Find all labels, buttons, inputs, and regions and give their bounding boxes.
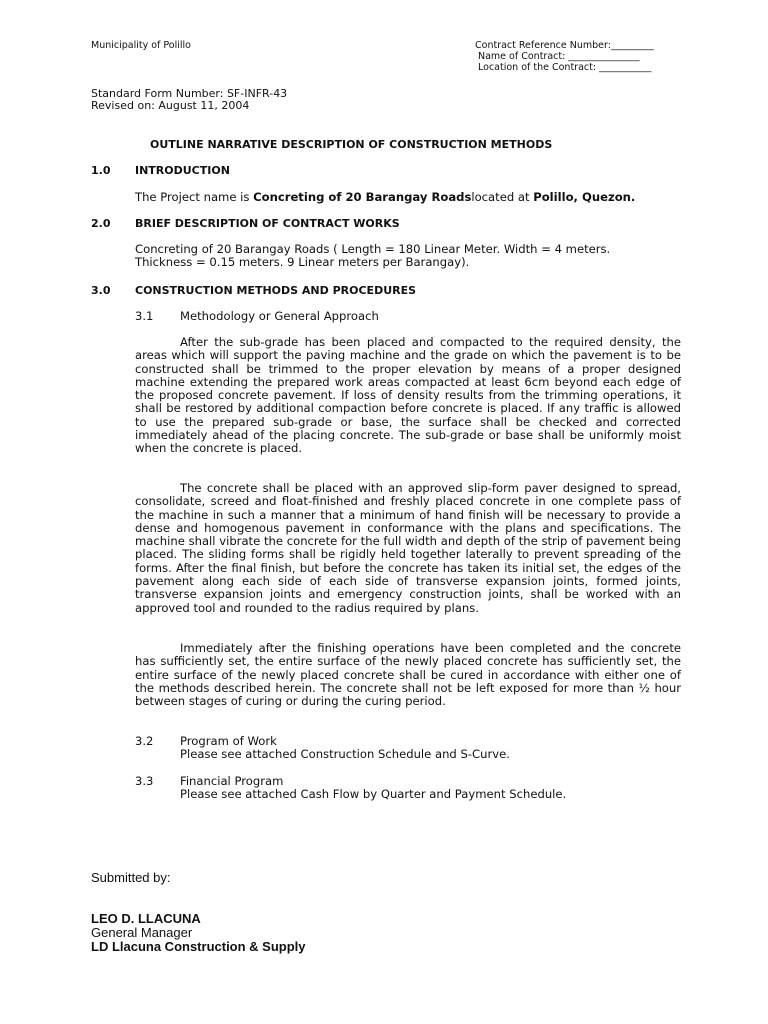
form-number: Standard Form Number: SF-INFR-43 (91, 87, 288, 100)
subsection-title-program-of-work: Program of Work (180, 734, 277, 748)
municipality-label: Municipality of Polillo (91, 40, 191, 51)
submitted-by-label: Submitted by: (91, 870, 171, 885)
signatory-position: General Manager (91, 925, 193, 940)
methodology-paragraph-1 (135, 336, 681, 456)
intro-text-a: The Project name is (135, 190, 254, 204)
project-location: Polillo, Quezon. (533, 190, 636, 204)
section-heading-introduction: INTRODUCTION (135, 164, 230, 177)
project-name: Concreting of 20 Barangay Roads (253, 190, 472, 204)
subsection-number-3-3: 3.3 (135, 774, 154, 788)
brief-description-line-2: Thickness = 0.15 meters. 9 Linear meters per Barangay). (135, 255, 470, 269)
revised-date: Revised on: August 11, 2004 (91, 99, 250, 112)
section-number-2: 2.0 (91, 217, 111, 230)
paragraph-2-text: The concrete shall be placed with an approved slip-form paver designed to spread, consolidate, screed and float-finished and freshly placed concrete in one complete pass of the machine in such a manner that a minimum of hand finish will be necessary to provide a dense and homogenous pavement in conformance with the plans and specifications. The machine shall vibrate the concrete for the full width and depth of the strip of pavement being placed. The sliding forms shall be rigidly held together laterally to prevent spreading of the forms. After the final finish, but before the concrete has taken its initial set, the edges of the pavement along each side of each side of transverse expansion joints, formed joints, transverse expansion joints and emergency construction joints, shall be worked with an approved tool and rounded to the radius required by plans. (135, 481, 681, 615)
financial-program-note: Please see attached Cash Flow by Quarter and Payment Schedule. (180, 787, 567, 801)
paragraph-3-text: Immediately after the finishing operations have been completed and the concrete has sufficiently set, the entire surface of the newly placed concrete has sufficiently set, the entire surface of the newly placed concrete shall be cured in accordance with either one of the methods described herein. The concrete shall not be left exposed for more than ½ hour between stages of curing or during the curing period. (135, 641, 681, 709)
subsection-number-3-2: 3.2 (135, 734, 154, 748)
methodology-paragraph-2 (135, 482, 681, 615)
subsection-title-financial-program: Financial Program (180, 774, 284, 788)
document-title: OUTLINE NARRATIVE DESCRIPTION OF CONSTRUCTION METHODS (150, 138, 553, 151)
contract-reference-field: Contract Reference Number:_________ (475, 40, 654, 51)
company-name: LD Llacuna Construction & Supply (91, 939, 306, 954)
section-heading-brief-description: BRIEF DESCRIPTION OF CONTRACT WORKS (135, 217, 400, 230)
contract-name-field: Name of Contract: _______________ (478, 51, 640, 62)
methodology-paragraph-3 (135, 642, 681, 708)
program-of-work-note: Please see attached Construction Schedule and S-Curve. (180, 747, 510, 761)
section-number-1: 1.0 (91, 164, 111, 177)
brief-description-line-1: Concreting of 20 Barangay Roads ( Length = 180 Linear Meter. Width = 4 meters. (135, 242, 611, 256)
subsection-number-3-1: 3.1 (135, 309, 154, 323)
section-heading-construction-methods: CONSTRUCTION METHODS AND PROCEDURES (135, 284, 417, 297)
subsection-title-methodology: Methodology or General Approach (180, 309, 379, 323)
introduction-text (135, 191, 635, 204)
signatory-name: LEO D. LLACUNA (91, 911, 201, 926)
contract-location-field: Location of the Contract: ___________ (478, 62, 652, 73)
paragraph-1-text: After the sub-grade has been placed and compacted to the required density, the areas which will support the paving machine and the grade on which the pavement is to be constructed shall be trimmed to the proper elevation by means of a proper designed machine extending the prepared work areas compacted at least 6cm beyond each edge of the proposed concrete pavement. If loss of density results from the trimming operations, it shall be restored by additional compaction before concrete is placed. If any traffic is allowed to use the prepared sub-grade or base, the surface shall be checked and corrected immediately ahead of the placing concrete. The sub-grade or base shall be uniformly moist when the concrete is placed. (135, 335, 681, 456)
section-number-3: 3.0 (91, 284, 111, 297)
intro-text-b: located at (471, 190, 534, 204)
